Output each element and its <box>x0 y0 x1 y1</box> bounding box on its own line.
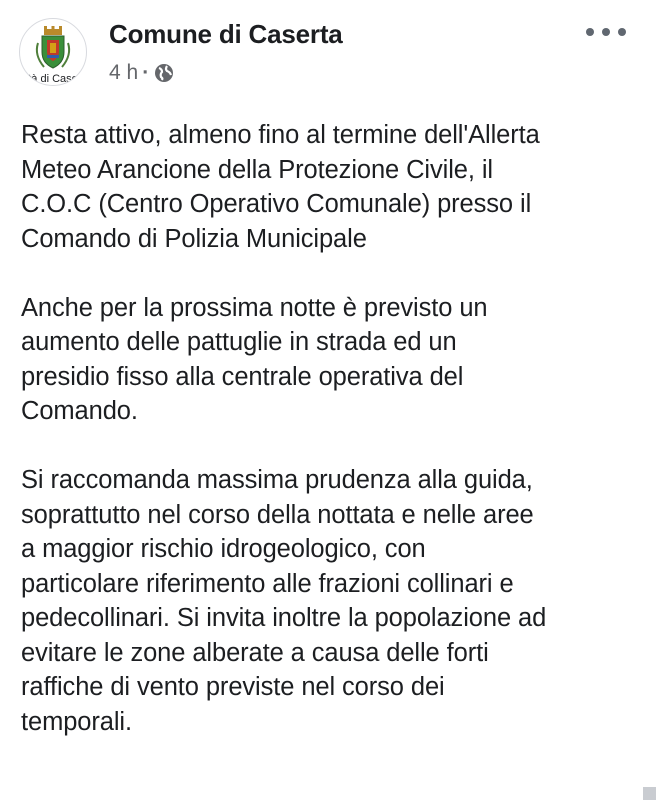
text-line: Anche per la prossima notte è previsto un <box>21 293 488 322</box>
more-options-icon[interactable] <box>586 24 626 40</box>
more-dot <box>602 28 610 36</box>
text-line: particolare riferimento alle frazioni collinari e <box>21 569 514 598</box>
text-line: Comando di Polizia Municipale <box>21 224 367 253</box>
text-line: temporali. <box>21 707 132 736</box>
post-meta <box>109 60 174 86</box>
scroll-corner <box>643 787 656 800</box>
meta-separator: · <box>142 61 150 84</box>
globe-icon[interactable] <box>154 63 174 83</box>
text-line: aumento delle pattuglie in strada ed un <box>21 328 457 356</box>
text-line: a maggior rischio idrogeologico, con <box>21 535 426 563</box>
avatar-caption: tà di Case <box>28 73 78 85</box>
text-line: presidio fisso alla centrale operativa del <box>21 362 464 391</box>
page-avatar[interactable] <box>19 18 87 86</box>
text-line: Comando. <box>21 397 138 425</box>
text-line: C.O.C (Centro Operativo Comunale) presso il <box>21 190 532 218</box>
post-paragraph <box>21 291 641 429</box>
text-line: Meteo Arancione della Protezione Civile, il <box>21 155 493 184</box>
text-line: pedecollinari. Si invita inoltre la popolazione ad <box>21 604 547 632</box>
page-name-link[interactable]: Comune di Caserta <box>109 19 343 49</box>
post-body <box>21 118 641 739</box>
text-line: Resta attivo, almeno fino al termine dell'Allerta <box>21 121 540 149</box>
text-line: Si raccomanda massima prudenza alla guida, <box>21 466 533 494</box>
post-paragraph <box>21 463 641 739</box>
text-line: evitare le zone alberate a causa delle forti <box>21 638 489 667</box>
post-paragraph <box>21 118 641 256</box>
text-line: soprattutto nel corso della nottata e nelle aree <box>21 500 534 529</box>
more-dot <box>586 28 594 36</box>
post-timestamp[interactable]: 4 h <box>109 61 139 84</box>
text-line: raffiche di vento previste nel corso dei <box>21 673 445 701</box>
more-dot <box>618 28 626 36</box>
